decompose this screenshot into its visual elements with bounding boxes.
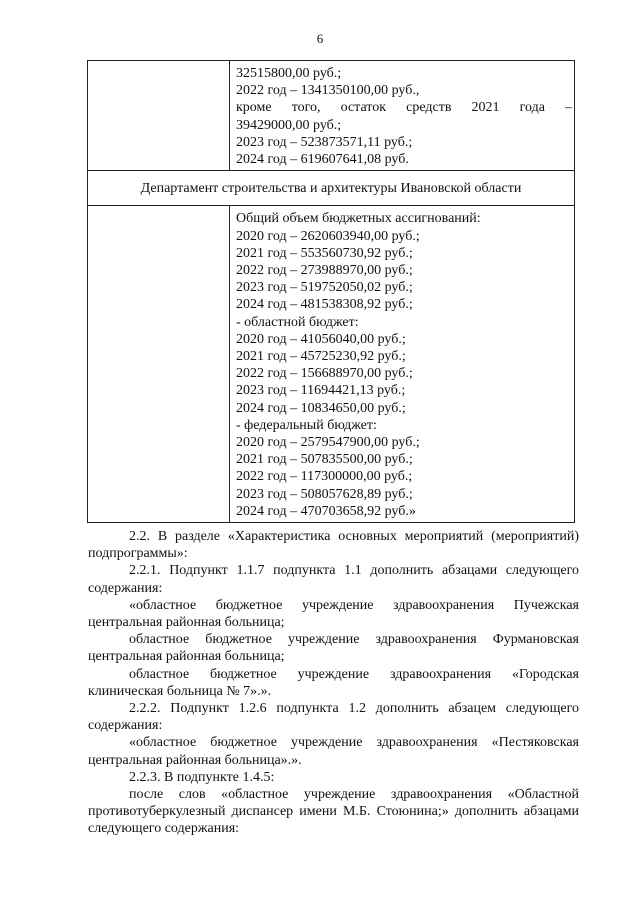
allocation-line: 39429000,00 руб.;: [236, 117, 342, 133]
paragraph: 2.2.1. Подпункт 1.1.7 подпункта 1.1 дополнить абзацами следующего содержания:: [88, 563, 579, 596]
budget-table: [87, 60, 575, 523]
allocation-line: 2021 год – 553560730,92 руб.;: [236, 245, 413, 261]
table-row-department: [88, 171, 575, 206]
allocation-line: 2022 год – 273988970,00 руб.;: [236, 263, 413, 279]
paragraph: 2.2.3. В подпункте 1.4.5:: [129, 769, 275, 785]
table-cell-empty: [88, 61, 230, 171]
table-row: [88, 206, 575, 523]
allocation-line: 2022 год – 156688970,00 руб.;: [236, 366, 413, 382]
allocation-line: 2022 год – 1341350100,00 руб.,: [236, 83, 420, 99]
allocation-line: 2024 год – 470703658,92 руб.»: [236, 503, 416, 519]
paragraph: областное бюджетное учреждение здравоохранения «Городская клиническая больница № 7».».: [88, 666, 579, 699]
allocation-line: 2021 год – 507835500,00 руб.;: [236, 452, 413, 468]
allocation-line: 2023 год – 523873571,11 руб.;: [236, 134, 413, 150]
paragraph: областное бюджетное учреждение здравоохранения Фурмановская центральная районная больница;: [88, 632, 579, 665]
allocation-line: - федеральный бюджет:: [236, 417, 377, 433]
table-row: [88, 61, 575, 171]
allocation-line: кроме того, остаток средств 2021 года –: [236, 100, 572, 116]
allocation-line: 2020 год – 2579547900,00 руб.;: [236, 435, 420, 451]
allocation-line: 2023 год – 11694421,13 руб.;: [236, 383, 406, 399]
allocation-line: - областной бюджет:: [236, 314, 359, 330]
allocation-line: 2024 год – 619607641,08 руб.: [236, 152, 409, 168]
table-cell-allocations: [230, 206, 575, 523]
paragraph: «областное бюджетное учреждение здравоохранения Пучежская центральная районная больница;: [88, 597, 579, 631]
allocation-line: 2022 год – 117300000,00 руб.;: [236, 469, 413, 485]
allocation-line: 2024 год – 481538308,92 руб.;: [236, 297, 413, 313]
page-number: 6: [316, 31, 324, 46]
allocation-line: Общий объем бюджетных ассигнований:: [236, 211, 481, 227]
allocation-line: 2020 год – 2620603940,00 руб.;: [236, 228, 420, 244]
table-cell-allocations: [230, 61, 575, 171]
paragraph: после слов «областное учреждение здравоохранения «Областной противотуберкулезный диспансер имени М.Б. Стоюнина;» дополнить абзацами следующего содержания:: [88, 787, 579, 837]
paragraph: «областное бюджетное учреждение здравоохранения «Пестяковская центральная районная больница».».: [88, 735, 579, 768]
paragraph: 2.2.2. Подпункт 1.2.6 подпункта 1.2 дополнить абзацем следующего содержания:: [88, 701, 579, 734]
document-body: [88, 528, 579, 838]
allocation-line: 32515800,00 руб.;: [236, 66, 342, 81]
department-name: Департамент строительства и архитектуры Ивановской области: [88, 171, 575, 206]
paragraph: 2.2. В разделе «Характеристика основных мероприятий (мероприятий) подпрограммы»:: [88, 529, 579, 562]
allocation-line: 2021 год – 45725230,92 руб.;: [236, 349, 406, 365]
allocation-line: 2023 год – 508057628,89 руб.;: [236, 486, 413, 502]
allocation-line: 2023 год – 519752050,02 руб.;: [236, 280, 413, 296]
allocation-line: 2024 год – 10834650,00 руб.;: [236, 400, 406, 416]
allocation-line: 2020 год – 41056040,00 руб.;: [236, 331, 406, 347]
table-cell-empty: [88, 206, 230, 523]
